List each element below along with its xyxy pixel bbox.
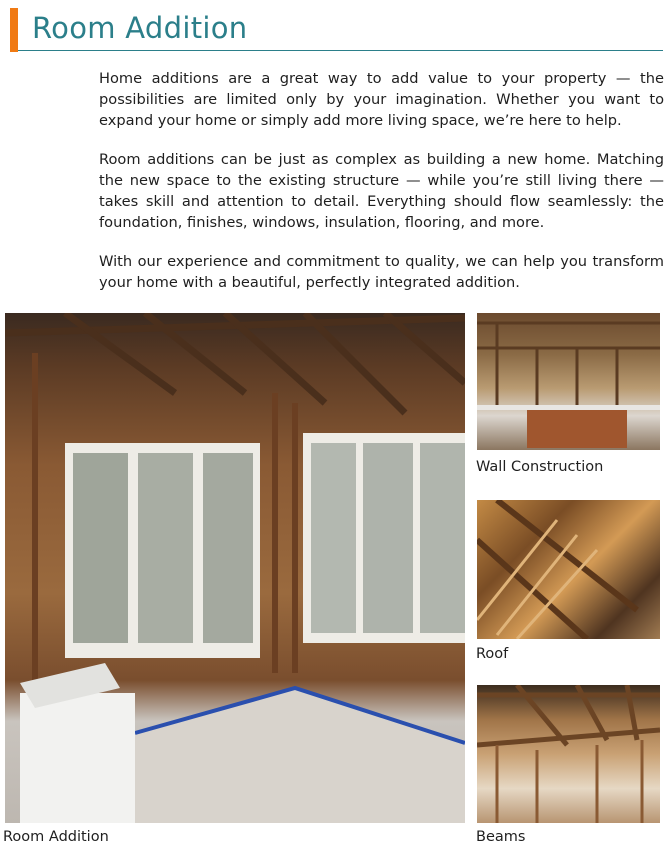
roof-photo <box>477 500 660 639</box>
roof-photo-caption: Roof <box>476 646 509 662</box>
beams-illustration <box>477 685 660 823</box>
room-addition-illustration <box>5 313 465 823</box>
roof-illustration <box>477 500 660 639</box>
wall-construction-illustration <box>477 313 660 450</box>
beams-photo <box>477 685 660 823</box>
page-title: Room Addition <box>32 11 248 45</box>
accent-bar <box>10 8 18 52</box>
main-photo-caption: Room Addition <box>3 829 109 845</box>
paragraph-3: With our experience and commitment to quality, we can help you transform your home with a beautiful, perfectly integrated addition. <box>99 253 664 291</box>
wall-construction-photo <box>477 313 660 450</box>
title-divider <box>18 50 663 51</box>
wall-photo-caption: Wall Construction <box>476 459 604 475</box>
intro-text <box>99 68 664 311</box>
paragraph-2: Room additions can be just as complex as building a new home. Matching the new space to the existing structure — while you’re still living there — takes skill and attention to detail. Everything should flow seamlessly: the foundation, finishes, windows, insulation, flooring, and more. <box>99 151 664 231</box>
paragraph-1: Home additions are a great way to add value to your property — the possibilities are limited only by your imagination. Whether you want to expand your home or simply add more living space, we’re here to help. <box>99 70 664 129</box>
beams-photo-caption: Beams <box>476 829 526 845</box>
room-addition-photo <box>5 313 465 823</box>
